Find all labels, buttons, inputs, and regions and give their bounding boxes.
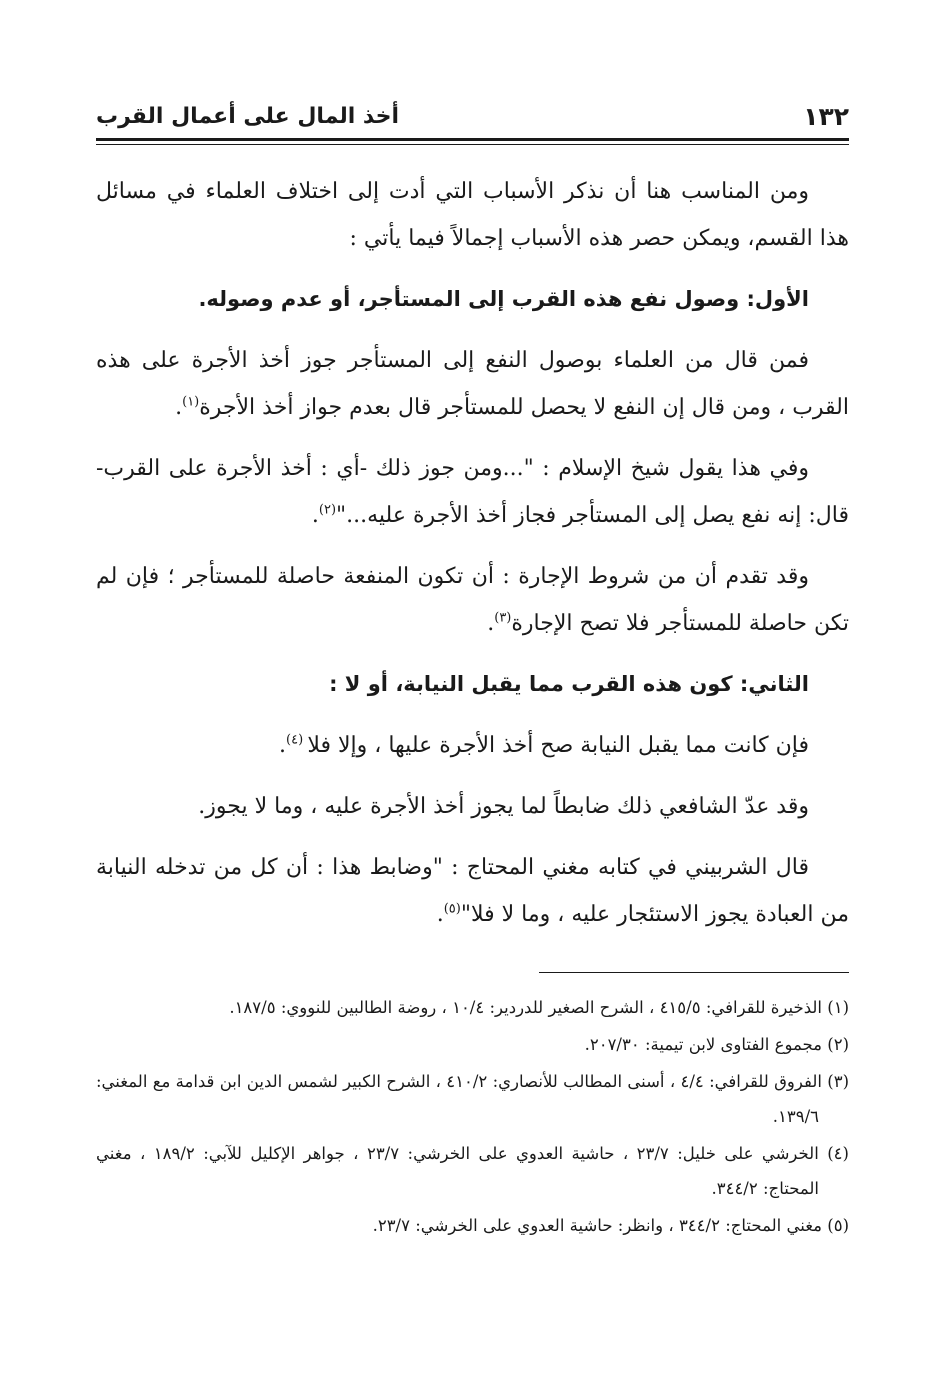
footnote-separator: [539, 972, 849, 973]
quote-text: وفي هذا يقول شيخ الإسلام : "...ومن جوز ذلك -أي : أخذ الأجرة على القرب- قال: إنه نفع يصل إلى المستأجر فجاز أخذ الأجرة عليه...": [96, 456, 849, 528]
shafii-text: وقد عدّ الشافعي ذلك ضابطاً لما يجوز أخذ الأجرة عليه ، وما لا يجوز.: [198, 794, 809, 819]
running-title: أخذ المال على أعمال القرب: [96, 103, 400, 129]
footnote-ref-5: (٥): [443, 901, 461, 917]
paragraph-ijara-conditions: [96, 553, 849, 647]
quote-end: .: [311, 503, 319, 528]
page-number: ١٣٢: [803, 101, 849, 131]
footnote-4: (٤) الخرشي على خليل: ٢٣/٧ ، حاشية العدوي على الخرشي: ٢٣/٧ ، جواهر الإكليل للآبي: ١٨٩/٢ ، مغني المحتاج: ٣٤٤/٢.: [96, 1144, 849, 1198]
footnotes: [96, 990, 849, 1245]
ijara-end: .: [487, 611, 495, 636]
shirbini-text: قال الشربيني في كتابه مغني المحتاج : "وضابط هذا : أن كل من تدخله النيابة من العبادة يجوز الاستئجار عليه ، وما لا فلا": [96, 855, 849, 927]
footnote-5: (٥) مغني المحتاج: ٣٤٤/٢ ، وانظر: حاشية العدوي على الخرشي: ٢٣/٧.: [372, 1216, 849, 1235]
paragraph-benefit: [96, 337, 849, 431]
footnote-ref-3: (٣): [494, 610, 512, 626]
substitution-end: .: [279, 733, 287, 758]
footnote-ref-4: (٤): [286, 732, 308, 748]
shirbini-end: .: [436, 902, 444, 927]
footnote-1: (١) الذخيرة للقرافي: ٤١٥/٥ ، الشرح الصغير للدردير: ١٠/٤ ، روضة الطالبين للنووي: ١٨٧/٥.: [229, 998, 849, 1017]
ijara-text: وقد تقدم أن من شروط الإجارة : أن تكون المنفعة حاصلة للمستأجر ؛ فإن لم تكن حاصلة للمستأجر فلا تصح الإجارة: [96, 564, 849, 636]
paragraph-intro: [96, 168, 849, 262]
page-header: [96, 96, 849, 136]
paragraph-ibn-taymiyya-quote: [96, 445, 849, 539]
paragraph-benefit-end: .: [175, 395, 183, 420]
paragraph-intro-text: ومن المناسب هنا أن نذكر الأسباب التي أدت إلى اختلاف العلماء في مسائل هذا القسم، ويمكن حصر هذه الأسباب إجمالاً فيما يأتي :: [96, 179, 849, 251]
footnote-2: (٢) مجموع الفتاوى لابن تيمية: ٢٠٧/٣٠.: [584, 1035, 849, 1054]
paragraph-substitution: [96, 722, 849, 769]
paragraph-benefit-text: فمن قال من العلماء بوصول النفع إلى المستأجر جوز أخذ الأجرة على هذه القرب ، ومن قال إن النفع لا يحصل للمستأجر قال بعدم جواز أخذ الأجرة: [96, 348, 849, 420]
paragraph-shafii: [96, 783, 849, 830]
main-text: [96, 168, 849, 952]
header-rule-thick: [96, 138, 849, 141]
paragraph-shirbini-quote: [96, 844, 849, 938]
heading-second-reason: الثاني: كون هذه القرب مما يقبل النيابة، أو لا :: [329, 672, 809, 696]
footnote-ref-2: (٢): [318, 502, 337, 518]
footnote-3: (٣) الفروق للقرافي: ٤/٤ ، أسنى المطالب للأنصاري: ٤١٠/٢ ، الشرح الكبير لشمس الدين ابن قدامة مع المغني: ١٣٩/٦.: [96, 1072, 849, 1126]
substitution-text: فإن كانت مما يقبل النيابة صح أخذ الأجرة عليها ، وإلا فلا: [307, 733, 809, 758]
heading-first-reason: الأول: وصول نفع هذه القرب إلى المستأجر، أو عدم وصوله.: [198, 287, 809, 311]
footnote-ref-1: (١): [182, 394, 200, 410]
header-rule-thin: [96, 144, 849, 145]
